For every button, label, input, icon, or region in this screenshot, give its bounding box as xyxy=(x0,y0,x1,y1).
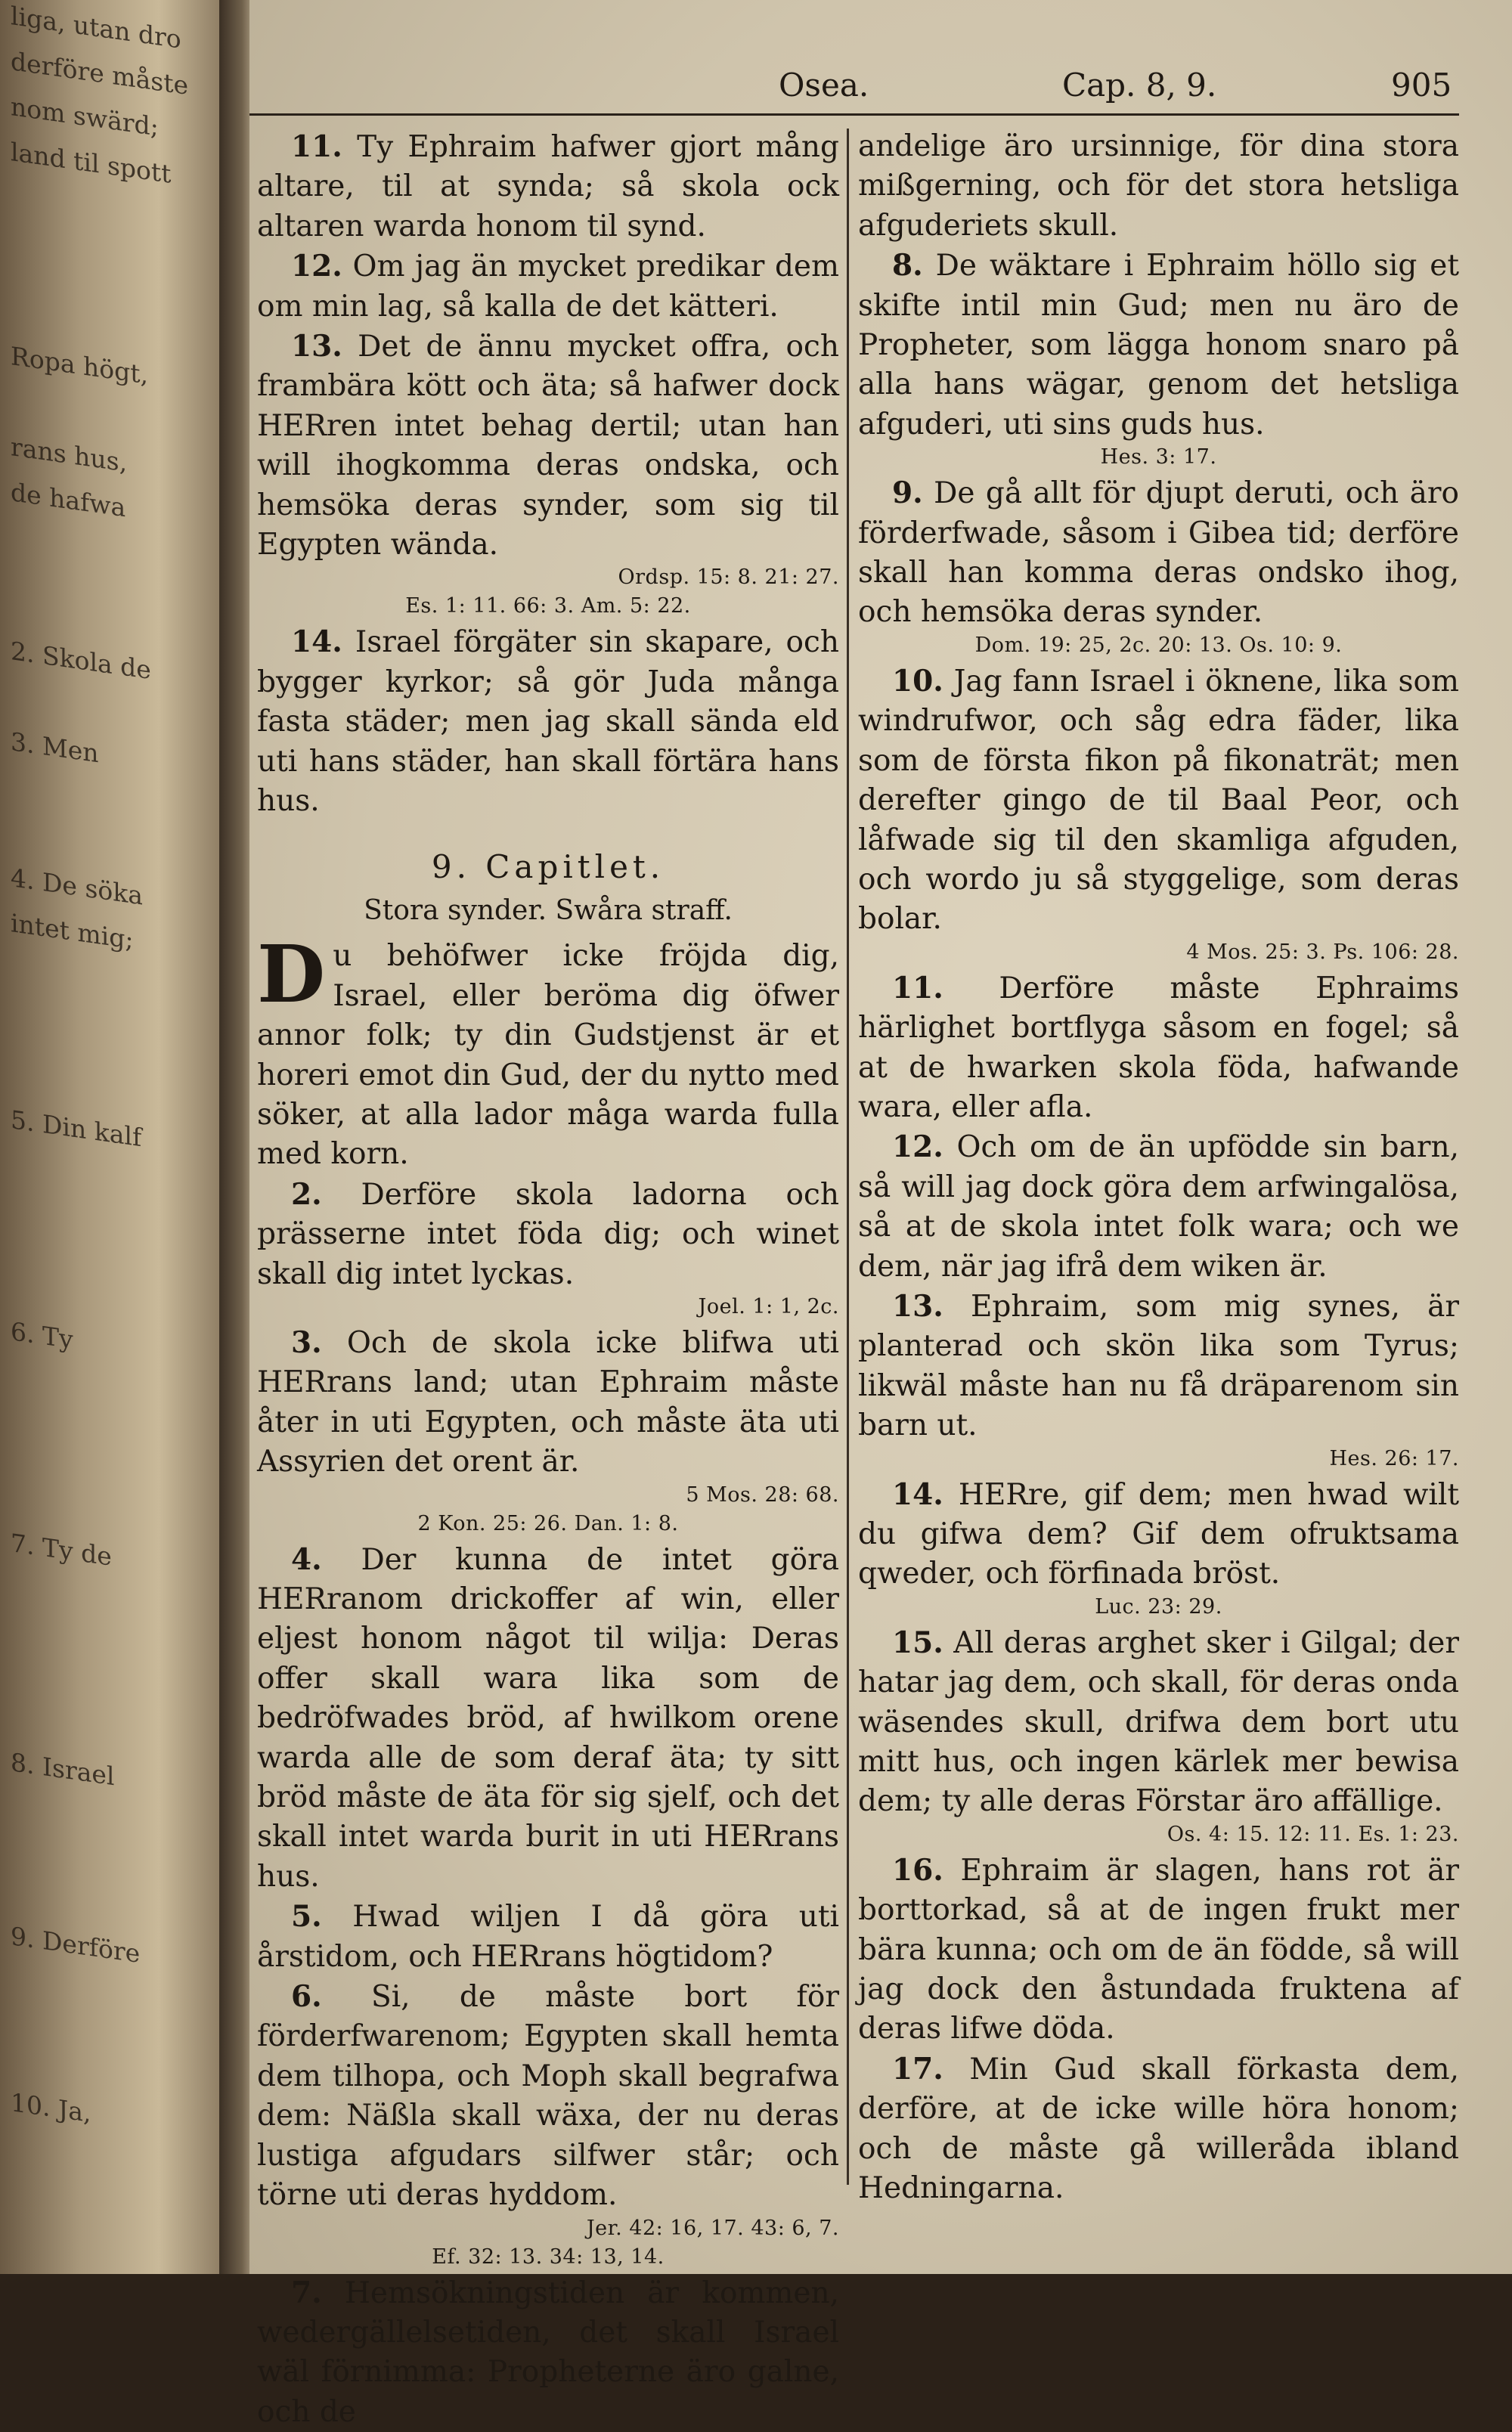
chapter-heading: 9. Capitlet. xyxy=(257,847,839,887)
verse-text: Min Gud skall förkasta dem, derföre, at de icke wille höra honom; och de måste gå willeråda ibland Hedningarna. xyxy=(858,2052,1459,2205)
left-fragment: 2. Skola de xyxy=(11,636,215,695)
verse-number: 16. xyxy=(892,1853,943,1888)
running-head-chapter: Cap. 8, 9. xyxy=(1062,67,1216,104)
left-fragment: intet mig; xyxy=(11,908,215,967)
verse-number: 10. xyxy=(892,664,943,699)
left-fragment: 3. Men xyxy=(11,727,215,785)
cross-reference: Es. 1: 11. 66: 3. Am. 5: 22. xyxy=(257,593,839,619)
verse-text: Hemsökningstiden är kommen, wedergällelsetiden, det skall Israel wäl förnimma: Propheterne äro galne, och de xyxy=(257,2276,839,2429)
left-fragment: 5. Din kalf xyxy=(11,1104,215,1163)
verse-text: Det de ännu mycket offra, och frambära kött och äta; så hafwer dock HERren intet behag dertil; utan han will ihogkomma deras ondska, och hemsöka deras synder, som sig til Egypten wända. xyxy=(257,330,839,562)
verse-text: Si, de måste bort för förderfwarenom; Egypten skall hemta dem tilhopa, och Moph skall begrafwa dem: Näßla skall wäxa, der nu deras lustiga afgudars silfwer står; och törne uti deras hyddom. xyxy=(257,1980,839,2212)
verse-continuation: andelige äro ursinnige, för dina stora mißgerning, och för det stora hetsliga afguderiets skull. xyxy=(858,127,1459,246)
left-fragment: rans hus, xyxy=(11,432,215,491)
verse xyxy=(858,246,1459,445)
verse xyxy=(257,1897,839,1977)
verse-text: Der kunna de intet göra HERranom drickoffer af win, eller eljest honom något til wilja: Deras offer skall wara lika som de bedröfwades bröd, af hwilkom orene warda alle de som deraf äta; ty sitt bröd måste de äta för sig sjelf, och det skall intet warda burit in uti HERrans hus. xyxy=(257,1543,839,1894)
verse-number: 9. xyxy=(892,476,923,510)
cross-reference: 2 Kon. 25: 26. Dan. 1: 8. xyxy=(257,1511,839,1537)
verse-number: 12. xyxy=(892,1129,943,1164)
verse-text: Israel förgäter sin skapare, och bygger kyrkor; så gör Juda många fasta städer; men jag skall sända eld uti hans städer, han skall förtära hans hus. xyxy=(257,625,839,818)
cross-reference: 4 Mos. 25: 3. Ps. 106: 28. xyxy=(858,940,1459,965)
verse xyxy=(257,1175,839,1294)
verse xyxy=(858,968,1459,1128)
verse-text: All deras arghet sker i Gilgal; der hatar jag dem, och skall, för deras onda wäsendes skull, drifwa dem bort utu mitt hus, och ingen kärlek mer bewisa dem; ty alle deras Förstar äro affällige. xyxy=(858,1626,1459,1819)
verse-text: Och om de än upfödde sin barn, så will jag dock göra dem arfwingalösa, så at de skola intet folk wara; och we dem, när jag ifrå dem wiken är. xyxy=(858,1130,1459,1283)
verse-number: 5. xyxy=(291,1899,322,1934)
verse-number: 4. xyxy=(291,1542,322,1577)
cross-reference: Jer. 42: 16, 17. 43: 6, 7. xyxy=(257,2216,839,2241)
header-rule xyxy=(249,113,1459,116)
verse-text: Ephraim, som mig synes, är planterad och skön lika som Tyrus; likwäl måste han nu få dräparenom sin barn ut. xyxy=(858,1290,1459,1442)
verse xyxy=(257,622,839,821)
cross-reference: Luc. 23: 29. xyxy=(858,1594,1459,1620)
left-fragment: derföre måste xyxy=(11,46,215,105)
left-fragment: 9. Derföre xyxy=(11,1921,215,1980)
verse xyxy=(257,246,839,327)
verse-number: 8. xyxy=(892,248,923,283)
verse-number: 2. xyxy=(291,1177,322,1212)
cross-reference: Os. 4: 15. 12: 11. Es. 1: 23. xyxy=(858,1822,1459,1848)
cross-reference: Ef. 32: 13. 34: 13, 14. xyxy=(257,2245,839,2270)
cross-reference: Ordsp. 15: 8. 21: 27. xyxy=(257,565,839,590)
verse-number: 13. xyxy=(291,329,342,364)
verse-text: Och de skola icke blifwa uti HERrans land; utan Ephraim måste åter in uti Egypten, och måste äta uti Assyrien det orent är. xyxy=(257,1326,839,1479)
verse xyxy=(858,473,1459,633)
verse-number: 7. xyxy=(291,2276,322,2310)
cross-reference: Joel. 1: 1, 2c. xyxy=(257,1294,839,1320)
verse-text: u behöfwer icke fröjda dig, Israel, eller beröma dig öfwer annor folk; ty din Gudstjenst är et horeri emot din Gud, der du nytto med söker, at alla lador måga warda fulla med korn. xyxy=(257,939,839,1171)
drop-cap: D xyxy=(257,941,325,1008)
verse-number: 11. xyxy=(291,129,342,164)
verse-number: 11. xyxy=(892,971,943,1005)
left-fragment: 4. De söka xyxy=(11,863,215,922)
left-fragment: 7. Ty de xyxy=(11,1528,215,1587)
verse xyxy=(858,661,1459,940)
cross-reference: Hes. 26: 17. xyxy=(858,1446,1459,1472)
verse-text: HERre, gif dem; men hwad wilt du gifwa dem? Gif dem ofruktsama qweder, och förfinada bröst. xyxy=(858,1478,1459,1591)
verse xyxy=(858,1475,1459,1594)
verse-text: De gå allt för djupt deruti, och äro förderfwade, såsom i Gibea tid; derföre skall han komma deras ondsko ihog, och hemsöka deras synder. xyxy=(858,476,1459,629)
chapter-summary: Stora synder. Swåra straff. xyxy=(257,891,839,931)
left-facing-page xyxy=(0,0,227,2274)
verse xyxy=(858,1851,1459,2049)
cross-reference: Hes. 3: 17. xyxy=(858,445,1459,470)
verse xyxy=(257,937,839,1174)
verse-text: Jag fann Israel i öknene, lika som windrufwor, och såg edra fäder, lika som de första fikon på fikonaträt; men derefter gingo de til Baal Peor, och låfwade sig til den skamliga afguden, och wordo ju så styggelige, som deras bolar. xyxy=(858,665,1459,936)
verse-text: De wäktare i Ephraim höllo sig et skifte intil min Gud; men nu äro de Propheter, som lägga honom snaro på alla hans wägar, genom det hetsliga afguderi, uti sins guds hus. xyxy=(858,249,1459,441)
verse xyxy=(257,1977,839,2215)
left-fragment: 10. Ja, xyxy=(11,2087,215,2146)
verse xyxy=(858,2049,1459,2209)
cross-reference: Dom. 19: 25, 2c. 20: 13. Os. 10: 9. xyxy=(858,633,1459,658)
left-fragment: de hafwa xyxy=(11,477,215,536)
verse-number: 13. xyxy=(892,1289,943,1324)
left-fragment: 8. Israel xyxy=(11,1747,215,1806)
left-fragment: Ropa högt, xyxy=(11,341,215,400)
left-column xyxy=(257,127,839,2432)
verse-number: 3. xyxy=(291,1325,322,1360)
left-fragment: land til spott xyxy=(11,137,215,196)
verse-text: Ephraim är slagen, hans rot är borttorkad, så at de ingen frukt mer bära kunna; och om de än födde, så will jag dock den åstundada fruktena af deras lifwe döda. xyxy=(858,1854,1459,2046)
column-divider xyxy=(847,129,849,2185)
right-column xyxy=(858,127,1459,2209)
verse-text: Derföre skola ladorna och prässerne intet föda dig; och winet skall dig intet lyckas. xyxy=(257,1178,839,1291)
verse-text: Ty Ephraim hafwer gjort mång altare, til at synda; så skola ock altaren warda honom til synd. xyxy=(257,130,839,243)
verse-number: 14. xyxy=(291,624,342,659)
verse xyxy=(257,1323,839,1482)
verse-number: 17. xyxy=(892,2052,943,2087)
verse xyxy=(257,1540,839,1898)
verse xyxy=(257,127,839,246)
verse-number: 15. xyxy=(892,1625,943,1660)
verse-number: 14. xyxy=(892,1477,943,1512)
verse-number: 12. xyxy=(291,249,342,283)
verse xyxy=(257,2273,839,2432)
left-fragment: liga, utan dro xyxy=(11,1,215,60)
verse xyxy=(858,1287,1459,1446)
verse-text: Om jag än mycket predikar dem om min lag, så kalla de det kätteri. xyxy=(257,249,839,323)
cross-reference: 5 Mos. 28: 68. xyxy=(257,1482,839,1508)
left-fragment: 6. Ty xyxy=(11,1316,215,1375)
verse xyxy=(257,327,839,565)
verse xyxy=(858,1623,1459,1822)
left-fragment: nom swärd; xyxy=(11,91,215,150)
verse xyxy=(858,1127,1459,1287)
verse-text: Hwad wiljen I då göra uti årstidom, och HERrans högtidom? xyxy=(257,1900,839,1973)
page-number: 905 xyxy=(1391,67,1452,104)
verse-number: 6. xyxy=(291,1979,322,2014)
verse-text: Derföre måste Ephraims härlighet bortflyga såsom en fogel; så at de hwarken skola föda, hafwande wara, eller afla. xyxy=(858,971,1459,1124)
running-head-book: Osea. xyxy=(779,67,869,104)
